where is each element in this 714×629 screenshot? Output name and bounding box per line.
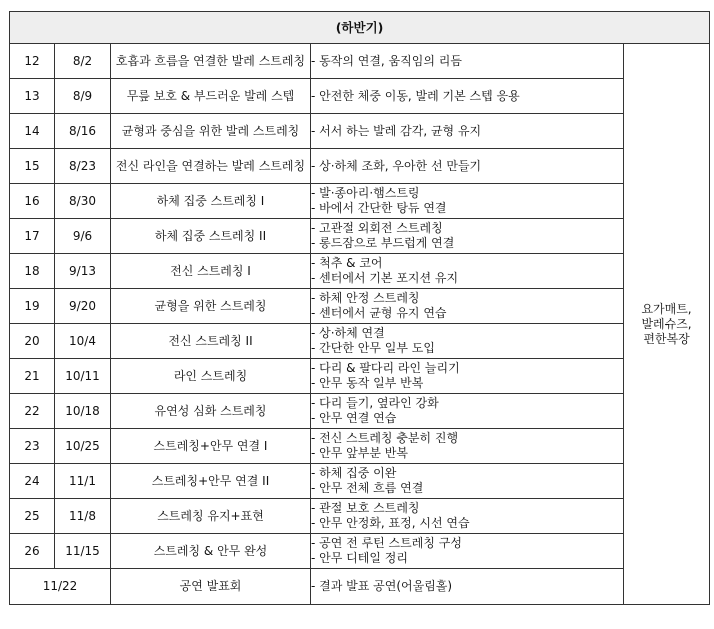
session-number: 15 <box>10 149 55 184</box>
session-date: 8/9 <box>55 79 111 114</box>
session-number: 23 <box>10 429 55 464</box>
session-date: 11/8 <box>55 499 111 534</box>
session-content <box>311 254 624 289</box>
session-number: 26 <box>10 534 55 569</box>
content-line: - 다리 들기, 옆라인 강화 <box>311 396 439 410</box>
content-line: - 관절 보호 스트레칭 <box>311 501 420 515</box>
session-date: 9/13 <box>55 254 111 289</box>
session-number: 22 <box>10 394 55 429</box>
session-title: 스트레칭+안무 연결 I <box>111 429 311 464</box>
session-content <box>311 499 624 534</box>
content-line: - 상·하체 연결 <box>311 326 385 340</box>
session-content <box>311 359 624 394</box>
content-line: - 하체 안정 스트레칭 <box>311 291 420 305</box>
performance-content: - 결과 발표 공연(어울림홀) <box>311 569 624 605</box>
session-number: 12 <box>10 44 55 79</box>
table-row <box>10 79 710 114</box>
session-title: 균형을 위한 스트레칭 <box>111 289 311 324</box>
schedule-table <box>9 11 710 605</box>
table-row <box>10 44 710 79</box>
content-line: - 전신 스트레칭 충분히 진행 <box>311 431 459 445</box>
performance-date: 11/22 <box>10 569 111 605</box>
session-content <box>311 534 624 569</box>
session-date: 10/18 <box>55 394 111 429</box>
session-content <box>311 44 624 79</box>
content-line: - 고관절 외회전 스트레칭 <box>311 221 443 235</box>
table-row <box>10 394 710 429</box>
content-line: - 서서 하는 발레 감각, 균형 유지 <box>311 123 482 138</box>
content-line: - 하체 집중 이완 <box>311 466 397 480</box>
session-title: 하체 집중 스트레칭 I <box>111 184 311 219</box>
table-row <box>10 149 710 184</box>
session-content <box>311 289 624 324</box>
table-row <box>10 464 710 499</box>
session-number: 25 <box>10 499 55 534</box>
session-number: 13 <box>10 79 55 114</box>
content-line: - 안무 디테일 정리 <box>311 551 408 565</box>
session-title: 전신 라인을 연결하는 발레 스트레칭 <box>111 149 311 184</box>
session-content <box>311 149 624 184</box>
table-row <box>10 499 710 534</box>
content-line: - 안무 전체 흐름 연결 <box>311 481 424 495</box>
table-row <box>10 534 710 569</box>
content-line: - 상·하체 조화, 우아한 선 만들기 <box>311 158 482 173</box>
content-line: - 안무 앞부분 반복 <box>311 446 408 460</box>
table-row <box>10 114 710 149</box>
content-line: - 안무 안정화, 표정, 시선 연습 <box>311 516 470 530</box>
content-line: - 센터에서 기본 포지션 유지 <box>311 271 459 285</box>
content-line: - 바에서 간단한 탕듀 연결 <box>311 201 447 215</box>
session-content <box>311 114 624 149</box>
performance-row <box>10 569 710 605</box>
section-title: (하반기) <box>10 12 710 44</box>
session-date: 8/30 <box>55 184 111 219</box>
performance-title: 공연 발표회 <box>111 569 311 605</box>
content-line: - 척추 & 코어 <box>311 256 383 270</box>
session-date: 10/25 <box>55 429 111 464</box>
session-number: 21 <box>10 359 55 394</box>
table-row <box>10 219 710 254</box>
content-line: - 안전한 체중 이동, 발레 기본 스텝 응용 <box>311 88 520 103</box>
table-row <box>10 324 710 359</box>
table-row <box>10 429 710 464</box>
session-content <box>311 184 624 219</box>
session-date: 11/1 <box>55 464 111 499</box>
content-line: - 발·종아리·햄스트링 <box>311 186 420 200</box>
session-date: 8/16 <box>55 114 111 149</box>
content-line: - 다리 & 팔다리 라인 늘리기 <box>311 361 460 375</box>
session-number: 20 <box>10 324 55 359</box>
content-line: - 안무 동작 일부 반복 <box>311 376 424 390</box>
session-number: 24 <box>10 464 55 499</box>
session-number: 14 <box>10 114 55 149</box>
session-title: 무릎 보호 & 부드러운 발레 스텝 <box>111 79 311 114</box>
session-title: 균형과 중심을 위한 발레 스트레칭 <box>111 114 311 149</box>
content-line: - 안무 연결 연습 <box>311 411 397 425</box>
session-title: 전신 스트레칭 I <box>111 254 311 289</box>
session-number: 18 <box>10 254 55 289</box>
session-content <box>311 394 624 429</box>
session-title: 유연성 심화 스트레칭 <box>111 394 311 429</box>
header-row <box>10 12 710 44</box>
session-title: 스트레칭 & 안무 완성 <box>111 534 311 569</box>
session-date: 9/20 <box>55 289 111 324</box>
materials-note <box>624 44 710 605</box>
session-title: 하체 집중 스트레칭 II <box>111 219 311 254</box>
session-date: 8/23 <box>55 149 111 184</box>
session-date: 11/15 <box>55 534 111 569</box>
table-row <box>10 359 710 394</box>
content-line: - 간단한 안무 일부 도입 <box>311 341 435 355</box>
session-title: 전신 스트레칭 II <box>111 324 311 359</box>
session-date: 8/2 <box>55 44 111 79</box>
session-content <box>311 429 624 464</box>
content-line: - 롱드잠으로 부드럽게 연결 <box>311 236 455 250</box>
session-number: 16 <box>10 184 55 219</box>
session-title: 스트레칭 유지+표현 <box>111 499 311 534</box>
materials-line: 요가매트, <box>641 301 692 316</box>
session-title: 스트레칭+안무 연결 II <box>111 464 311 499</box>
materials-line: 편한복장 <box>643 331 690 346</box>
table-row <box>10 289 710 324</box>
session-date: 9/6 <box>55 219 111 254</box>
session-content <box>311 464 624 499</box>
session-number: 17 <box>10 219 55 254</box>
session-date: 10/11 <box>55 359 111 394</box>
session-date: 10/4 <box>55 324 111 359</box>
session-number: 19 <box>10 289 55 324</box>
table-row <box>10 184 710 219</box>
session-content <box>311 79 624 114</box>
materials-line: 발레슈즈, <box>641 316 692 331</box>
content-line: - 센터에서 균형 유지 연습 <box>311 306 447 320</box>
session-content <box>311 219 624 254</box>
session-title: 라인 스트레칭 <box>111 359 311 394</box>
table-row <box>10 254 710 289</box>
session-content <box>311 324 624 359</box>
session-title: 호흡과 흐름을 연결한 발레 스트레칭 <box>111 44 311 79</box>
content-line: - 동작의 연결, 움직임의 리듬 <box>311 53 462 68</box>
content-line: - 공연 전 루틴 스트레칭 구성 <box>311 536 462 550</box>
